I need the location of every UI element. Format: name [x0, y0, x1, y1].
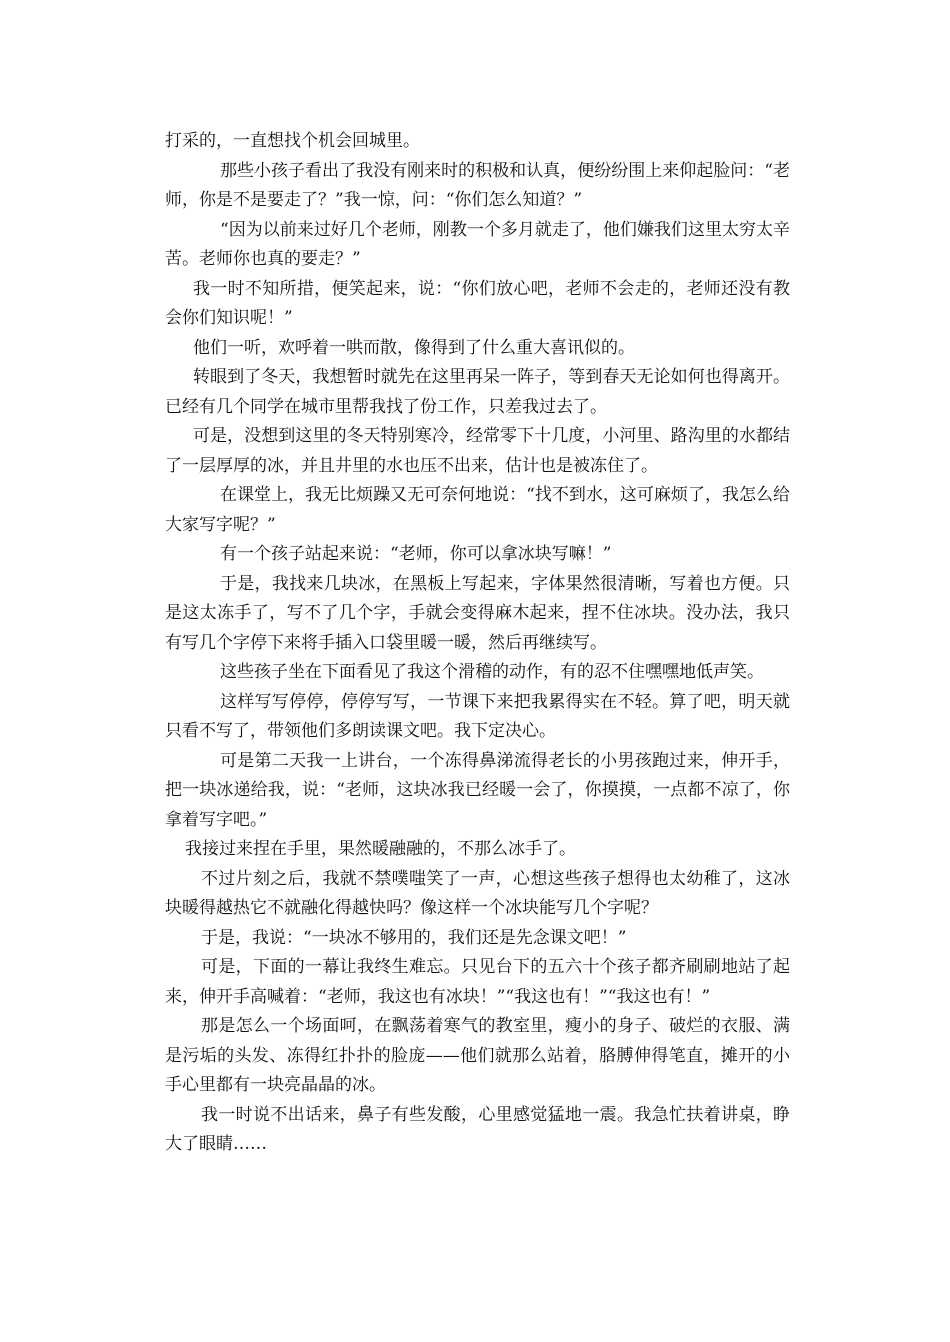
- paragraph: 转眼到了冬天，我想暂时就先在这里再呆一阵子，等到春天无论如何也得离开。已经有几个同学在城市里帮我找了份工作，只差我过去了。: [165, 367, 790, 417]
- paragraph: 这些孩子坐在下面看见了我这个滑稽的动作，有的忍不住嘿嘿地低声笑。: [220, 662, 764, 682]
- paragraph: 可是，没想到这里的冬天特别寒冷，经常零下十几度，小河里、路沟里的水都结了一层厚厚的冰，并且井里的水也压不出来，估计也是被冻住了。: [165, 426, 790, 476]
- paragraph: 有一个孩子站起来说：“老师，你可以拿冰块写嘛！”: [220, 544, 612, 564]
- paragraph: “因为以前来过好几个老师，刚教一个多月就走了，他们嫌我们这里太穷太辛苦。老师你也真的要走？”: [165, 219, 790, 269]
- paragraph: 在课堂上，我无比烦躁又无可奈何地说：“找不到水，这可麻烦了，我怎么给大家写字呢？”: [165, 485, 790, 535]
- paragraph: 那是怎么一个场面呵，在飘荡着寒气的教室里，瘦小的身子、破烂的衣服、满是污垢的头发、冻得红扑扑的脸庞——他们就那么站着，胳膊伸得笔直，摊开的小手心里都有一块亮晶晶的冰。: [165, 1016, 790, 1095]
- paragraph: 于是，我说：“一块冰不够用的，我们还是先念课文吧！”: [201, 927, 627, 948]
- paragraph: 可是，下面的一幕让我终生难忘。只见台下的五六十个孩子都齐刷刷地站了起来，伸开手高喊着：“老师，我这也有冰块！”“我这也有！”“我这也有！”: [165, 957, 790, 1007]
- paragraph: 不过片刻之后，我就不禁噗嗤笑了一声，心想这些孩子想得也太幼稚了，这冰块暖得越热它不就融化得越快吗？像这样一个冰块能写几个字呢？: [165, 868, 790, 918]
- paragraph: 我一时说不出话来，鼻子有些发酸，心里感觉猛地一震。我急忙扶着讲桌，睁大了眼睛……: [165, 1104, 790, 1154]
- paragraph: 于是，我找来几块冰，在黑板上写起来，字体果然很清晰，写着也方便。只是这太冻手了，写不了几个字，手就会变得麻木起来，捏不住冰块。没办法，我只有写几个字停下来将手插入口袋里暖一暖，然后再继续写。: [165, 573, 790, 653]
- paragraph: 他们一听，欢呼着一哄而散，像得到了什么重大喜讯似的。: [193, 337, 635, 358]
- paragraph: 这样写写停停，停停写写，一节课下来把我累得实在不轻。算了吧，明天就只看不写了，带领他们多朗读课文吧。我下定决心。: [165, 691, 790, 741]
- paragraph: 可是第二天我一上讲台，一个冻得鼻涕流得老长的小男孩跑过来，伸开手，把一块冰递给我，说：“老师，这块冰我已经暖一会了，你摸摸，一点都不凉了，你拿着写字吧。”: [165, 750, 790, 830]
- paragraph: 我接过来捏在手里，果然暖融融的，不那么冰手了。: [185, 839, 576, 859]
- document-body: [165, 127, 790, 1160]
- paragraph: 那些小孩子看出了我没有刚来时的积极和认真，便纷纷围上来仰起脸问：“老师，你是不是要走了？”我一惊，问：“你们怎么知道？”: [165, 160, 790, 210]
- paragraph: 打采的，一直想找个机会回城里。: [165, 131, 420, 151]
- paragraph: 我一时不知所措，便笑起来，说：“你们放心吧，老师不会走的，老师还没有教会你们知识呢！”: [165, 278, 790, 328]
